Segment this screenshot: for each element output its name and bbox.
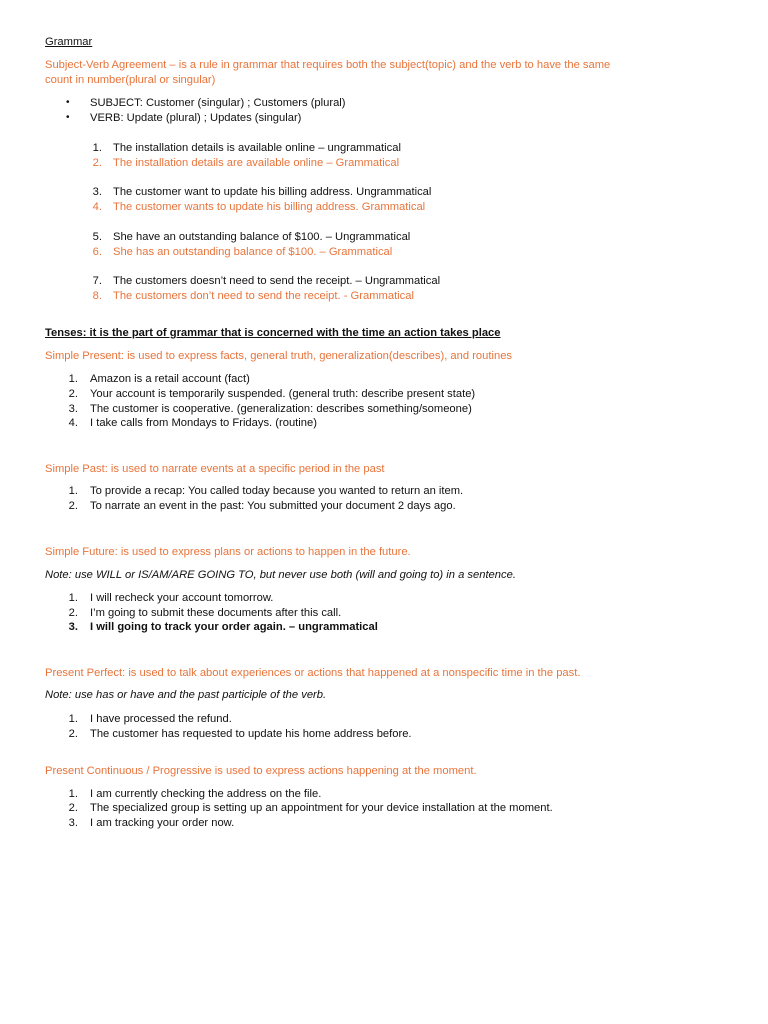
list-number: 1.	[92, 142, 102, 154]
sva-bullet-subject: SUBJECT: Customer (singular) ; Customers (plural)	[90, 97, 346, 109]
simple-present-item-1: Amazon is a retail account (fact)	[90, 373, 250, 385]
list-number: 4.	[68, 417, 78, 429]
list-number: 2.	[68, 500, 78, 512]
simple-future-item-2: I’m going to submit these documents after this call.	[90, 607, 342, 619]
list-number: 1.	[68, 592, 78, 604]
simple-future-item-1: I will recheck your account tomorrow.	[90, 592, 274, 604]
list-number: 1.	[68, 788, 78, 800]
present-perfect-item-2: The customer has requested to update his home address before.	[90, 728, 412, 740]
simple-past-heading: Simple Past: is used to narrate events at a specific period in the past	[45, 463, 385, 475]
list-number: 3.	[68, 621, 78, 633]
simple-future-item-3: I will going to track your order again. – ungrammatical	[90, 621, 378, 633]
list-number: 2.	[68, 802, 78, 814]
simple-future-heading: Simple Future: is used to express plans or actions to happen in the future.	[45, 546, 411, 558]
sva-bullet-verb: VERB: Update (plural) ; Updates (singular)	[90, 112, 302, 124]
tenses-heading: Tenses: it is the part of grammar that is concerned with the time an action takes place	[45, 327, 501, 339]
list-number: 6.	[92, 246, 102, 258]
present-continuous-item-2: The specialized group is setting up an appointment for your device installation at the moment.	[90, 802, 553, 814]
simple-past-item-2: To narrate an event in the past: You submitted your document 2 days ago.	[90, 500, 456, 512]
list-number: 3.	[92, 186, 102, 198]
sva-example-6: She has an outstanding balance of $100. – Grammatical	[113, 246, 393, 258]
bullet-icon: •	[66, 97, 70, 108]
list-number: 2.	[68, 388, 78, 400]
sva-example-7: The customers doesn’t need to send the receipt. – Ungrammatical	[113, 275, 441, 287]
list-number: 5.	[92, 231, 102, 243]
simple-past-item-1: To provide a recap: You called today because you wanted to return an item.	[90, 485, 464, 497]
present-perfect-note: Note: use has or have and the past participle of the verb.	[45, 689, 327, 701]
list-number: 3.	[68, 403, 78, 415]
simple-present-item-4: I take calls from Mondays to Fridays. (routine)	[90, 417, 317, 429]
list-number: 8.	[92, 290, 102, 302]
present-continuous-heading: Present Continuous / Progressive is used to express actions happening at the moment.	[45, 765, 477, 777]
sva-example-5: She have an outstanding balance of $100. – Ungrammatical	[113, 231, 411, 243]
simple-present-item-3: The customer is cooperative. (generalization: describes something/someone)	[90, 403, 472, 415]
list-number: 2.	[92, 157, 102, 169]
bullet-icon: •	[66, 112, 70, 123]
list-number: 1.	[68, 713, 78, 725]
list-number: 1.	[68, 485, 78, 497]
present-perfect-item-1: I have processed the refund.	[90, 713, 232, 725]
list-number: 1.	[68, 373, 78, 385]
document-title: Grammar	[45, 36, 93, 48]
sva-example-3: The customer want to update his billing address. Ungrammatical	[113, 186, 432, 198]
list-number: 2.	[68, 728, 78, 740]
list-number: 3.	[68, 817, 78, 829]
list-number: 7.	[92, 275, 102, 287]
simple-present-heading: Simple Present: is used to express facts, general truth, generalization(describes), and routines	[45, 350, 513, 362]
list-number: 4.	[92, 201, 102, 213]
present-continuous-item-1: I am currently checking the address on the file.	[90, 788, 322, 800]
sva-example-8: The customers don’t need to send the receipt. - Grammatical	[113, 290, 414, 302]
list-number: 2.	[68, 607, 78, 619]
simple-present-item-2: Your account is temporarily suspended. (general truth: describe present state)	[90, 388, 476, 400]
simple-future-note: Note: use WILL or IS/AM/ARE GOING TO, but never use both (will and going to) in a sentence.	[45, 569, 516, 581]
sva-definition-line1: Subject-Verb Agreement – is a rule in grammar that requires both the subject(topic) and the verb to have the same	[45, 59, 611, 71]
present-perfect-heading: Present Perfect: is used to talk about experiences or actions that happened at a nonspecific time in the past.	[45, 667, 581, 679]
sva-example-4: The customer wants to update his billing address. Grammatical	[113, 201, 426, 213]
sva-example-1: The installation details is available online – ungrammatical	[113, 142, 401, 154]
present-continuous-item-3: I am tracking your order now.	[90, 817, 235, 829]
sva-definition-line2: count in number(plural or singular)	[45, 74, 216, 86]
sva-example-2: The installation details are available online – Grammatical	[113, 157, 400, 169]
